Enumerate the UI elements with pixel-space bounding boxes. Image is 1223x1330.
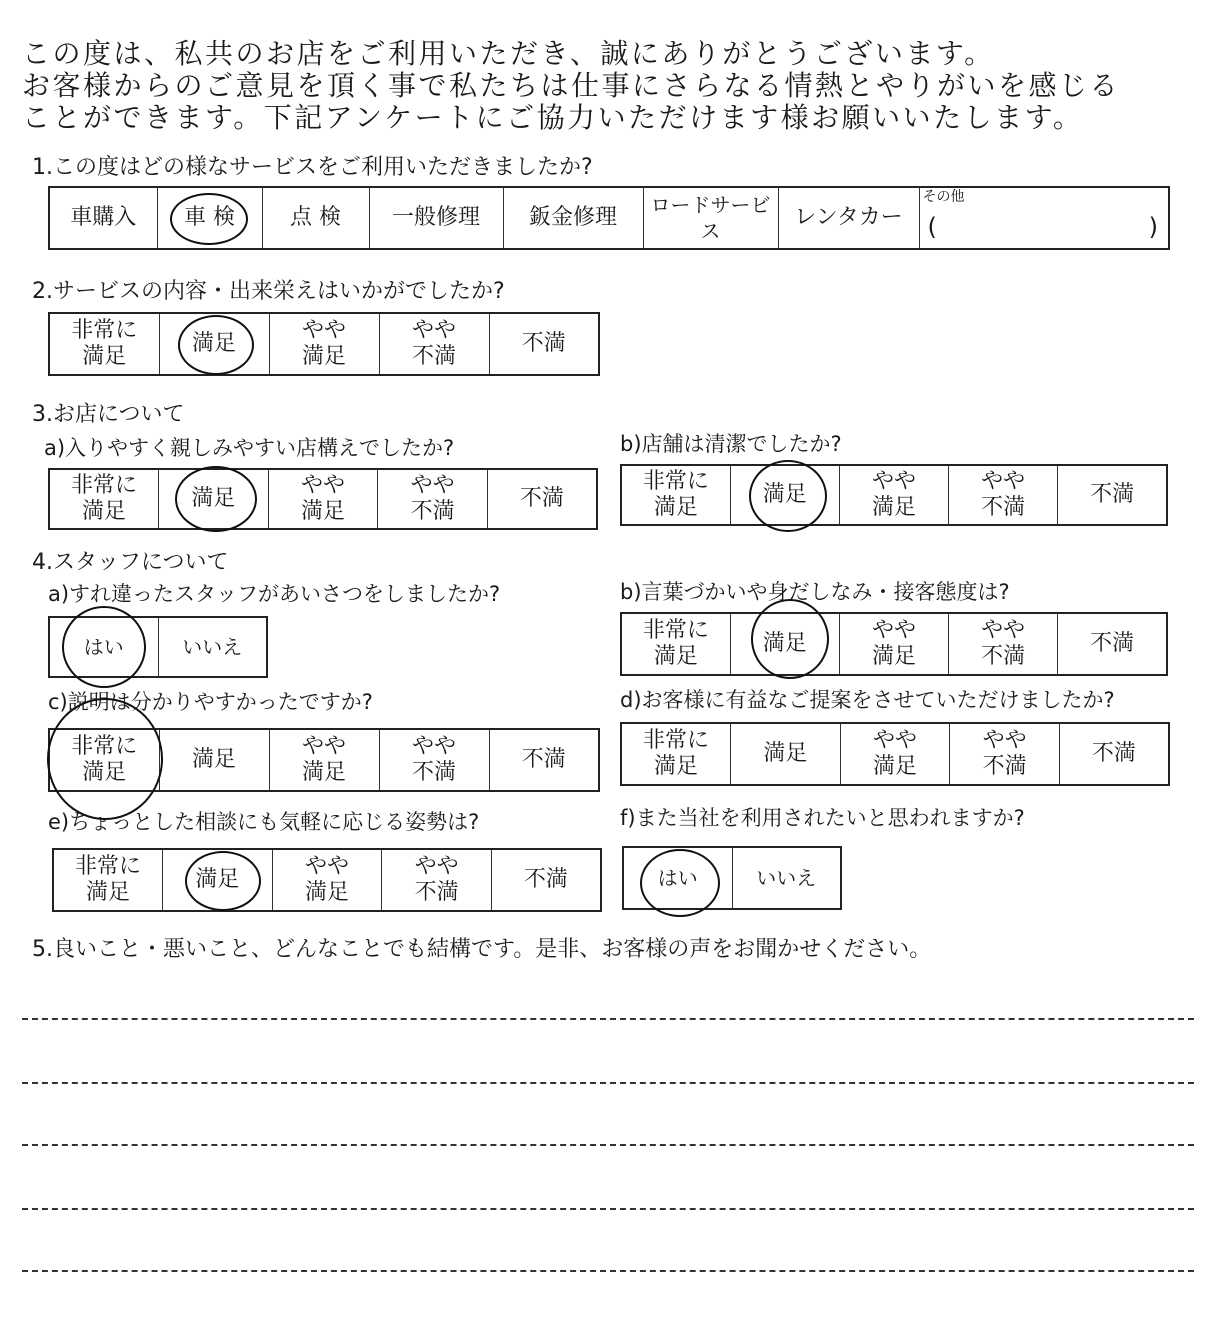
q4c-satisfied[interactable]: 満足 [159, 729, 269, 791]
question-3a: a)入りやすく親しみやすい店構えでしたか? [44, 436, 455, 460]
q4a-options [48, 616, 268, 678]
q4f-yes[interactable]: はい [623, 847, 732, 909]
q1-option-check[interactable]: 点 検 [262, 187, 369, 249]
q4b-satisfied[interactable]: 満足 [730, 613, 839, 675]
q1-option-other[interactable] [919, 187, 1169, 249]
q4d-unsatisfied[interactable]: 不満 [1059, 723, 1169, 785]
q4d-somewhat-satisfied[interactable]: やや 満足 [840, 723, 950, 785]
q4e-somewhat-unsatisfied[interactable]: やや 不満 [382, 849, 492, 911]
question-3: 3.お店について [32, 402, 185, 427]
comment-line [22, 1082, 1194, 1084]
q1-option-general-repair[interactable]: 一般修理 [369, 187, 503, 249]
q4a-no[interactable]: いいえ [158, 617, 267, 677]
q3a-somewhat-satisfied[interactable]: やや 満足 [268, 469, 378, 529]
question-4e: e)ちょっとした相談にも気軽に応じる姿勢は? [48, 810, 480, 834]
q4f-options [622, 846, 842, 910]
question-4b: b)言葉づかいや身だしなみ・接客態度は? [620, 580, 1010, 604]
intro-line-2: お客様からのご意見を頂く事で私たちは仕事にさらなる情熱とやりがいを感じる [22, 69, 1121, 102]
q2-unsatisfied[interactable]: 不満 [489, 313, 599, 375]
q4e-options [52, 848, 602, 912]
intro-line-3: ことができます。下記アンケートにご協力いただけます様お願いいたします。 [22, 101, 1084, 134]
q4c-very-satisfied[interactable]: 非常に 満足 [49, 729, 159, 791]
question-4c: c)説明は分かりやすかったですか? [48, 690, 373, 714]
q4b-very-satisfied[interactable]: 非常に 満足 [621, 613, 730, 675]
question-4f: f)また当社を利用されたいと思われますか? [620, 806, 1025, 830]
q4c-somewhat-unsatisfied[interactable]: やや 不満 [379, 729, 489, 791]
q4c-options [48, 728, 600, 792]
q4d-somewhat-unsatisfied[interactable]: やや 不満 [950, 723, 1060, 785]
comment-line [22, 1208, 1194, 1210]
intro-text [22, 38, 1212, 134]
q3a-very-satisfied[interactable]: 非常に 満足 [49, 469, 159, 529]
q3b-very-satisfied[interactable]: 非常に 満足 [621, 465, 730, 525]
q3b-somewhat-satisfied[interactable]: やや 満足 [839, 465, 948, 525]
q2-somewhat-satisfied[interactable]: やや 満足 [269, 313, 379, 375]
question-4d: d)お客様に有益なご提案をさせていただけましたか? [620, 688, 1115, 712]
q3b-satisfied[interactable]: 満足 [730, 465, 839, 525]
q4d-options [620, 722, 1170, 786]
q4e-unsatisfied[interactable]: 不満 [491, 849, 601, 911]
question-4a: a)すれ違ったスタッフがあいさつをしましたか? [48, 582, 501, 606]
q3a-unsatisfied[interactable]: 不満 [487, 469, 597, 529]
other-paren-close: ) [1148, 213, 1158, 241]
question-5: 5.良いこと・悪いこと、どんなことでも結構です。是非、お客様の声をお聞かせください。 [32, 937, 932, 962]
intro-line-1: この度は、私共のお店をご利用いただき、誠にありがとうございます。 [22, 37, 995, 70]
question-4: 4.スタッフについて [32, 550, 229, 575]
comment-line [22, 1144, 1194, 1146]
comment-line [22, 1018, 1194, 1020]
q1-option-rental-car[interactable]: レンタカー [778, 187, 919, 249]
question-2: 2.サービスの内容・出来栄えはいかがでしたか? [32, 279, 505, 304]
q4e-very-satisfied[interactable]: 非常に 満足 [53, 849, 163, 911]
q3b-options [620, 464, 1168, 526]
q1-option-car-purchase[interactable]: 車購入 [49, 187, 157, 249]
q4c-unsatisfied[interactable]: 不満 [489, 729, 599, 791]
other-paren-open: ( [927, 213, 937, 241]
q2-satisfied[interactable]: 満足 [159, 313, 269, 375]
q3a-somewhat-unsatisfied[interactable]: やや 不満 [378, 469, 488, 529]
q1-option-road-service[interactable]: ロードサービス [643, 187, 778, 249]
q1-options [48, 186, 1170, 250]
answer-circle [47, 698, 163, 820]
comment-line [22, 1270, 1194, 1272]
q3a-satisfied[interactable]: 満足 [159, 469, 269, 529]
q4d-satisfied[interactable]: 満足 [731, 723, 841, 785]
q4e-somewhat-satisfied[interactable]: やや 満足 [272, 849, 382, 911]
q4b-options [620, 612, 1168, 676]
q4f-no[interactable]: いいえ [732, 847, 841, 909]
other-label: その他 [922, 189, 965, 205]
q4b-somewhat-satisfied[interactable]: やや 満足 [839, 613, 948, 675]
q4b-somewhat-unsatisfied[interactable]: やや 不満 [949, 613, 1058, 675]
q4b-unsatisfied[interactable]: 不満 [1058, 613, 1167, 675]
q3b-somewhat-unsatisfied[interactable]: やや 不満 [949, 465, 1058, 525]
question-1: 1.この度はどの様なサービスをご利用いただきましたか? [32, 155, 593, 180]
q2-very-satisfied[interactable]: 非常に 満足 [49, 313, 159, 375]
q2-somewhat-unsatisfied[interactable]: やや 不満 [379, 313, 489, 375]
q3b-unsatisfied[interactable]: 不満 [1058, 465, 1167, 525]
q4c-somewhat-satisfied[interactable]: やや 満足 [269, 729, 379, 791]
q1-option-bodywork[interactable]: 鈑金修理 [503, 187, 643, 249]
q2-options [48, 312, 600, 376]
question-3b: b)店舗は清潔でしたか? [620, 432, 842, 456]
q4e-satisfied[interactable]: 満足 [163, 849, 273, 911]
q1-option-inspection[interactable]: 車 検 [157, 187, 262, 249]
q4a-yes[interactable]: はい [49, 617, 158, 677]
q4d-very-satisfied[interactable]: 非常に 満足 [621, 723, 731, 785]
q3a-options [48, 468, 598, 530]
